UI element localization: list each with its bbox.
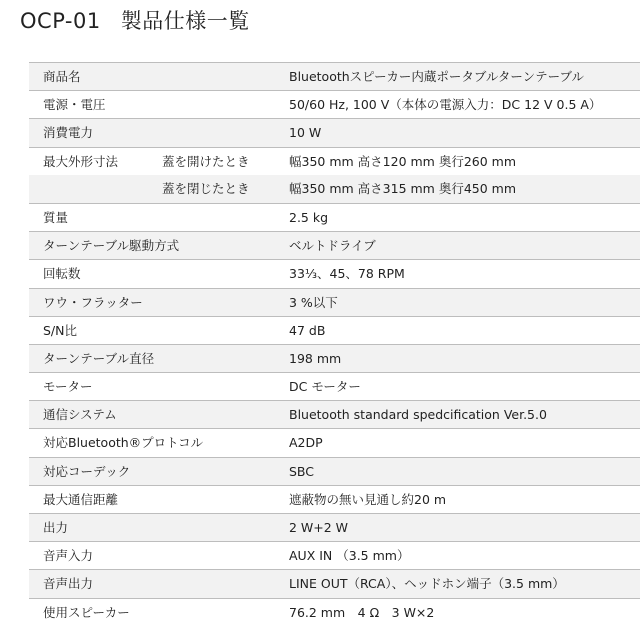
spec-row-sn-ratio <box>29 316 640 344</box>
spec-value: 2.5 kg <box>289 209 329 225</box>
spec-row-codec <box>29 457 640 485</box>
spec-value: 幅350 mm 高さ120 mm 奥行260 mm <box>289 153 517 169</box>
spec-label: 電源・電圧 <box>43 97 106 113</box>
spec-row-power-voltage <box>29 90 640 118</box>
spec-value: SBC <box>289 463 315 479</box>
spec-sublabel: 蓋を閉じたとき <box>162 180 250 196</box>
spec-row-weight <box>29 203 640 231</box>
spec-label: 対応コーデック <box>43 463 131 479</box>
spec-row-dimensions-closed <box>29 175 640 203</box>
spec-label: 通信システム <box>43 407 117 423</box>
spec-row-audio-output <box>29 569 640 597</box>
spec-label: ワウ・フラッター <box>43 294 143 310</box>
spec-label: 消費電力 <box>43 125 94 141</box>
spec-table <box>29 62 640 626</box>
spec-value: DC モーター <box>289 379 361 395</box>
spec-label: モーター <box>43 379 93 395</box>
spec-label: 音声出力 <box>43 576 94 592</box>
spec-row-audio-input <box>29 541 640 569</box>
spec-label: ターンテーブル直径 <box>43 350 155 366</box>
spec-row-output <box>29 513 640 541</box>
spec-row-speakers <box>29 598 640 626</box>
spec-value: 50/60 Hz, 100 V（本体の電源入力：DC 12 V 0.5 A） <box>289 97 602 113</box>
spec-label: 回転数 <box>43 266 81 282</box>
spec-label: 最大通信距離 <box>43 491 119 507</box>
spec-value: 33⅓、45、78 RPM <box>289 266 405 282</box>
spec-value: 76.2 mm 4 Ω 3 W×2 <box>289 604 435 620</box>
spec-value: 10 W <box>289 125 322 141</box>
spec-row-platter-diameter <box>29 344 640 372</box>
spec-value: A2DP <box>289 435 323 451</box>
spec-value: 遮蔽物の無い見通し約20 m <box>289 491 447 507</box>
spec-label: 商品名 <box>43 69 81 84</box>
spec-value: 3 %以下 <box>289 294 338 310</box>
spec-label: 対応Bluetooth®プロトコル <box>43 435 204 451</box>
spec-row-wow-flutter <box>29 288 640 316</box>
title-text: 製品仕様一覧 <box>120 9 250 33</box>
spec-row-max-range <box>29 485 640 513</box>
spec-row-bluetooth-protocol <box>29 428 640 456</box>
spec-label: 出力 <box>43 520 69 535</box>
spec-value: ベルトドライブ <box>289 238 376 254</box>
model-code: OCP-01 <box>20 9 101 33</box>
spec-value: 198 mm <box>289 350 342 366</box>
spec-label: 音声入力 <box>43 548 94 564</box>
spec-value: 2 W+2 W <box>289 520 349 535</box>
spec-value: Bluetooth standard spedcification Ver.5.0 <box>289 407 547 423</box>
spec-label: 使用スピーカー <box>43 604 130 620</box>
spec-row-communication <box>29 400 640 428</box>
spec-label: 質量 <box>43 209 69 225</box>
spec-label: S/N比 <box>43 322 77 338</box>
spec-row-power-consumption <box>29 118 640 146</box>
spec-label: ターンテーブル駆動方式 <box>43 238 180 254</box>
spec-value: Bluetoothスピーカー内蔵ポータブルターンテーブル <box>289 69 585 84</box>
spec-row-speed <box>29 259 640 287</box>
spec-row-dimensions-open <box>29 147 640 175</box>
spec-value: LINE OUT（RCA）、ヘッドホン端子（3.5 mm） <box>289 576 565 592</box>
spec-row-product-name <box>29 62 640 90</box>
spec-row-drive-method <box>29 231 640 259</box>
spec-sublabel: 蓋を開けたとき <box>162 153 250 169</box>
spec-value: 幅350 mm 高さ315 mm 奥行450 mm <box>289 180 517 196</box>
page-title <box>20 6 250 36</box>
spec-value: AUX IN （3.5 mm） <box>289 548 410 564</box>
spec-value: 47 dB <box>289 322 326 338</box>
spec-label: 最大外形寸法 <box>43 153 119 169</box>
spec-row-motor <box>29 372 640 400</box>
